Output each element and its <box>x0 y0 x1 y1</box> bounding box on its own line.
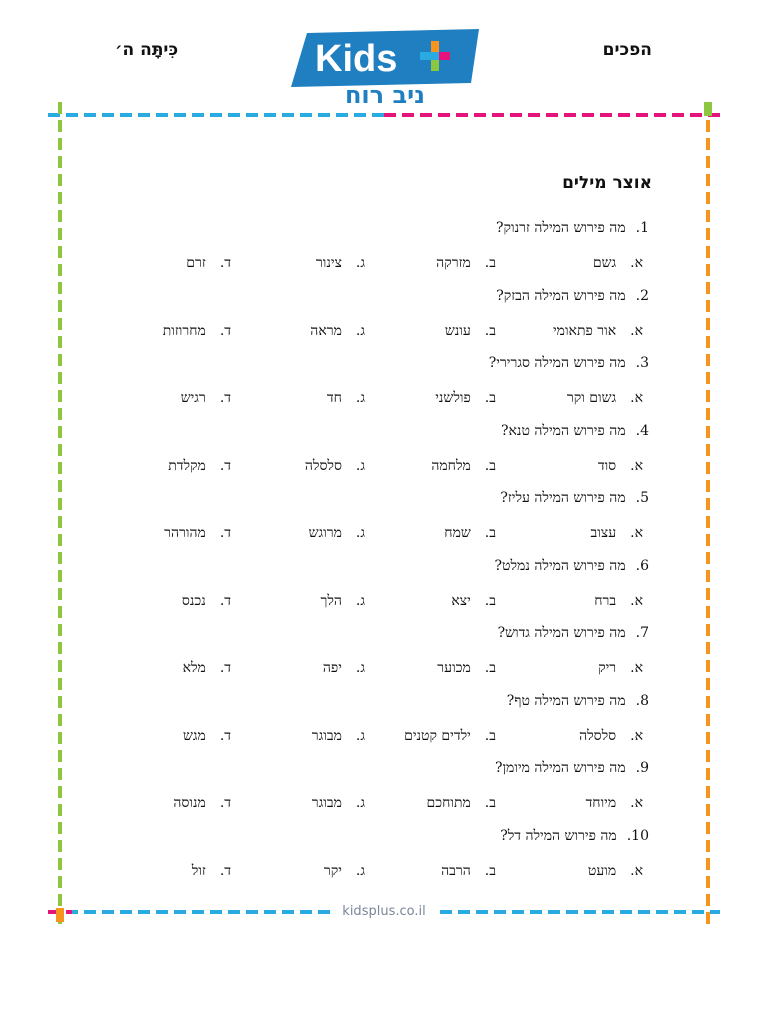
option-text: הלך <box>320 592 342 609</box>
answer-option[interactable] <box>451 593 496 610</box>
answer-option[interactable] <box>164 525 231 542</box>
option-letter: ב. <box>484 255 496 271</box>
answer-option[interactable] <box>310 323 365 340</box>
answer-option[interactable] <box>312 795 365 812</box>
option-text: גשום וקר <box>566 390 617 406</box>
option-letter: ד. <box>219 660 231 676</box>
answer-option[interactable] <box>404 728 496 745</box>
answer-option[interactable] <box>323 660 365 677</box>
option-text: זרם <box>186 255 206 271</box>
question-number: 1. <box>635 220 649 236</box>
answer-option[interactable] <box>186 255 231 272</box>
option-letter: א. <box>630 525 643 541</box>
answer-option[interactable] <box>586 795 643 812</box>
option-text: ברח <box>594 592 617 609</box>
answer-option[interactable] <box>567 390 643 407</box>
option-text: מחרוזות <box>162 322 206 339</box>
option-letter: א. <box>630 390 643 406</box>
option-letter: ג. <box>355 592 365 609</box>
option-letter: ג. <box>355 457 365 474</box>
answer-option[interactable] <box>168 458 231 475</box>
answer-option[interactable] <box>593 255 643 272</box>
option-letter: ב. <box>484 322 496 339</box>
question-text: מה פירוש המילה הבזק? <box>496 287 626 304</box>
question-number: 10. <box>626 827 649 844</box>
answer-option[interactable] <box>324 863 365 880</box>
question-number: 6. <box>635 557 649 574</box>
question-10 <box>500 828 649 845</box>
option-letter: א. <box>630 660 643 676</box>
option-text: מועט <box>587 862 617 879</box>
option-text: מתוחכם <box>426 795 471 811</box>
option-text: יקר <box>323 862 342 879</box>
option-text: מרוגש <box>308 525 342 541</box>
option-text: הרבה <box>441 862 471 879</box>
option-text: מבוגר <box>311 795 342 811</box>
question-7 <box>498 625 649 642</box>
answer-option[interactable] <box>436 255 496 272</box>
answer-option[interactable] <box>553 323 643 340</box>
question-8 <box>507 693 649 710</box>
option-text: מראה <box>310 322 342 339</box>
option-letter: ב. <box>484 390 496 406</box>
answer-option[interactable] <box>183 660 231 677</box>
option-letter: ג. <box>355 390 365 406</box>
answer-option[interactable] <box>305 458 365 475</box>
option-letter: ב. <box>484 457 496 474</box>
answer-option[interactable] <box>309 525 365 542</box>
option-letter: ד. <box>219 322 231 339</box>
option-text: מבוגר <box>311 727 342 744</box>
option-text: מנוסה <box>173 795 206 811</box>
option-text: סלסלה <box>579 727 617 744</box>
option-letter: ב. <box>484 660 496 676</box>
option-text: עצוב <box>590 525 617 541</box>
question-5 <box>500 490 649 507</box>
answer-option[interactable] <box>427 795 497 812</box>
option-text: מלא <box>182 660 206 676</box>
question-3 <box>489 355 649 372</box>
option-letter: ב. <box>484 795 496 811</box>
answer-option[interactable] <box>579 728 643 745</box>
question-number: 4. <box>635 422 649 439</box>
option-letter: ג. <box>355 862 365 879</box>
option-letter: ד. <box>219 457 231 474</box>
option-text: מכוער <box>437 660 471 676</box>
answer-option[interactable] <box>445 323 496 340</box>
topic-label: הפכים <box>602 40 652 60</box>
answer-option[interactable] <box>598 458 643 475</box>
option-text: סוד <box>597 457 617 474</box>
option-text: מזרקה <box>436 255 471 271</box>
option-text: שמח <box>444 525 471 541</box>
option-letter: ד. <box>219 862 231 879</box>
option-text: מלחמה <box>431 457 471 474</box>
answer-option[interactable] <box>441 863 496 880</box>
question-text: מה פירוש המילה סגרירי? <box>488 355 626 371</box>
question-number: 8. <box>635 692 649 709</box>
answer-option[interactable] <box>327 390 365 407</box>
option-letter: א. <box>630 862 643 879</box>
answer-option[interactable] <box>182 593 231 610</box>
option-text: מיוחד <box>585 795 617 811</box>
option-text: ריק <box>598 660 617 676</box>
option-letter: ד. <box>219 390 231 406</box>
option-letter: ב. <box>484 525 496 541</box>
option-letter: ג. <box>355 660 365 676</box>
answer-option[interactable] <box>181 390 231 407</box>
footer-url: kidsplus.co.il <box>0 904 768 919</box>
option-letter: ד. <box>219 255 231 271</box>
option-text: רגיש <box>180 390 206 406</box>
question-text: מה פירוש המילה מיומן? <box>494 760 626 776</box>
option-text: מהורהר <box>164 525 206 541</box>
option-letter: ג. <box>355 322 365 339</box>
answer-option[interactable] <box>598 660 643 677</box>
question-text: מה פירוש המילה זרנוק? <box>496 220 626 236</box>
option-text: יפה <box>322 660 342 676</box>
option-text: יצא <box>451 592 471 609</box>
option-text: עונש <box>444 322 471 339</box>
question-text: מה פירוש המילה טנא? <box>501 422 626 439</box>
option-letter: ג. <box>355 525 365 541</box>
option-letter: ד. <box>219 592 231 609</box>
option-text: אור פתאומי <box>553 322 617 339</box>
answer-option[interactable] <box>588 863 643 880</box>
question-1 <box>496 220 649 237</box>
answer-option[interactable] <box>594 593 643 610</box>
option-letter: א. <box>630 457 643 474</box>
option-text: מקלדת <box>168 457 206 474</box>
option-text: סלסלה <box>304 457 342 474</box>
question-text: מה פירוש המילה נמלט? <box>494 557 626 574</box>
option-text: מגש <box>182 727 206 744</box>
section-title: אוצר מילים <box>562 173 652 193</box>
answer-option[interactable] <box>591 525 643 542</box>
option-letter: ג. <box>355 795 365 811</box>
question-6 <box>495 558 649 575</box>
question-number: 9. <box>635 760 649 776</box>
answer-option[interactable] <box>444 525 496 542</box>
answer-option[interactable] <box>316 255 365 272</box>
grade-label: כִּיתָּה ה׳ <box>115 40 179 60</box>
option-text: חד <box>326 390 342 406</box>
question-number: 2. <box>635 287 649 304</box>
question-number: 7. <box>635 625 649 641</box>
option-letter: א. <box>630 255 643 271</box>
option-text: גשם <box>592 255 617 271</box>
option-letter: ב. <box>484 727 496 744</box>
question-text: מה פירוש המילה דל? <box>500 827 617 844</box>
logo-subtitle: ניב רוח <box>344 81 426 109</box>
option-text: זול <box>191 862 206 879</box>
answer-option[interactable] <box>192 863 231 880</box>
question-9 <box>495 760 649 777</box>
option-text: ילדים קטנים <box>404 727 471 744</box>
answer-option[interactable] <box>431 458 496 475</box>
logo-brand-text: Kids <box>315 38 398 80</box>
option-letter: ב. <box>484 592 496 609</box>
option-letter: א. <box>630 322 643 339</box>
option-letter: ד. <box>219 727 231 744</box>
question-text: מה פירוש המילה טף? <box>506 692 626 709</box>
question-2 <box>496 288 649 305</box>
question-4 <box>501 423 649 440</box>
answer-option[interactable] <box>183 728 231 745</box>
question-text: מה פירוש המילה עליז? <box>500 490 626 506</box>
option-letter: א. <box>630 795 643 811</box>
answer-option[interactable] <box>435 390 496 407</box>
option-text: נכנס <box>181 592 206 609</box>
option-letter: ג. <box>355 255 365 271</box>
answer-option[interactable] <box>173 795 231 812</box>
option-letter: א. <box>630 592 643 609</box>
option-letter: ד. <box>219 525 231 541</box>
answer-option[interactable] <box>163 323 231 340</box>
option-text: פולשני <box>435 390 471 406</box>
option-letter: ג. <box>355 727 365 744</box>
answer-option[interactable] <box>437 660 496 677</box>
option-letter: א. <box>630 727 643 744</box>
option-letter: ד. <box>219 795 231 811</box>
option-letter: ב. <box>484 862 496 879</box>
question-number: 5. <box>635 490 649 506</box>
answer-option[interactable] <box>320 593 365 610</box>
question-text: מה פירוש המילה גדוש? <box>497 625 626 641</box>
answer-option[interactable] <box>312 728 365 745</box>
option-text: צינור <box>315 255 342 271</box>
question-number: 3. <box>635 355 649 371</box>
